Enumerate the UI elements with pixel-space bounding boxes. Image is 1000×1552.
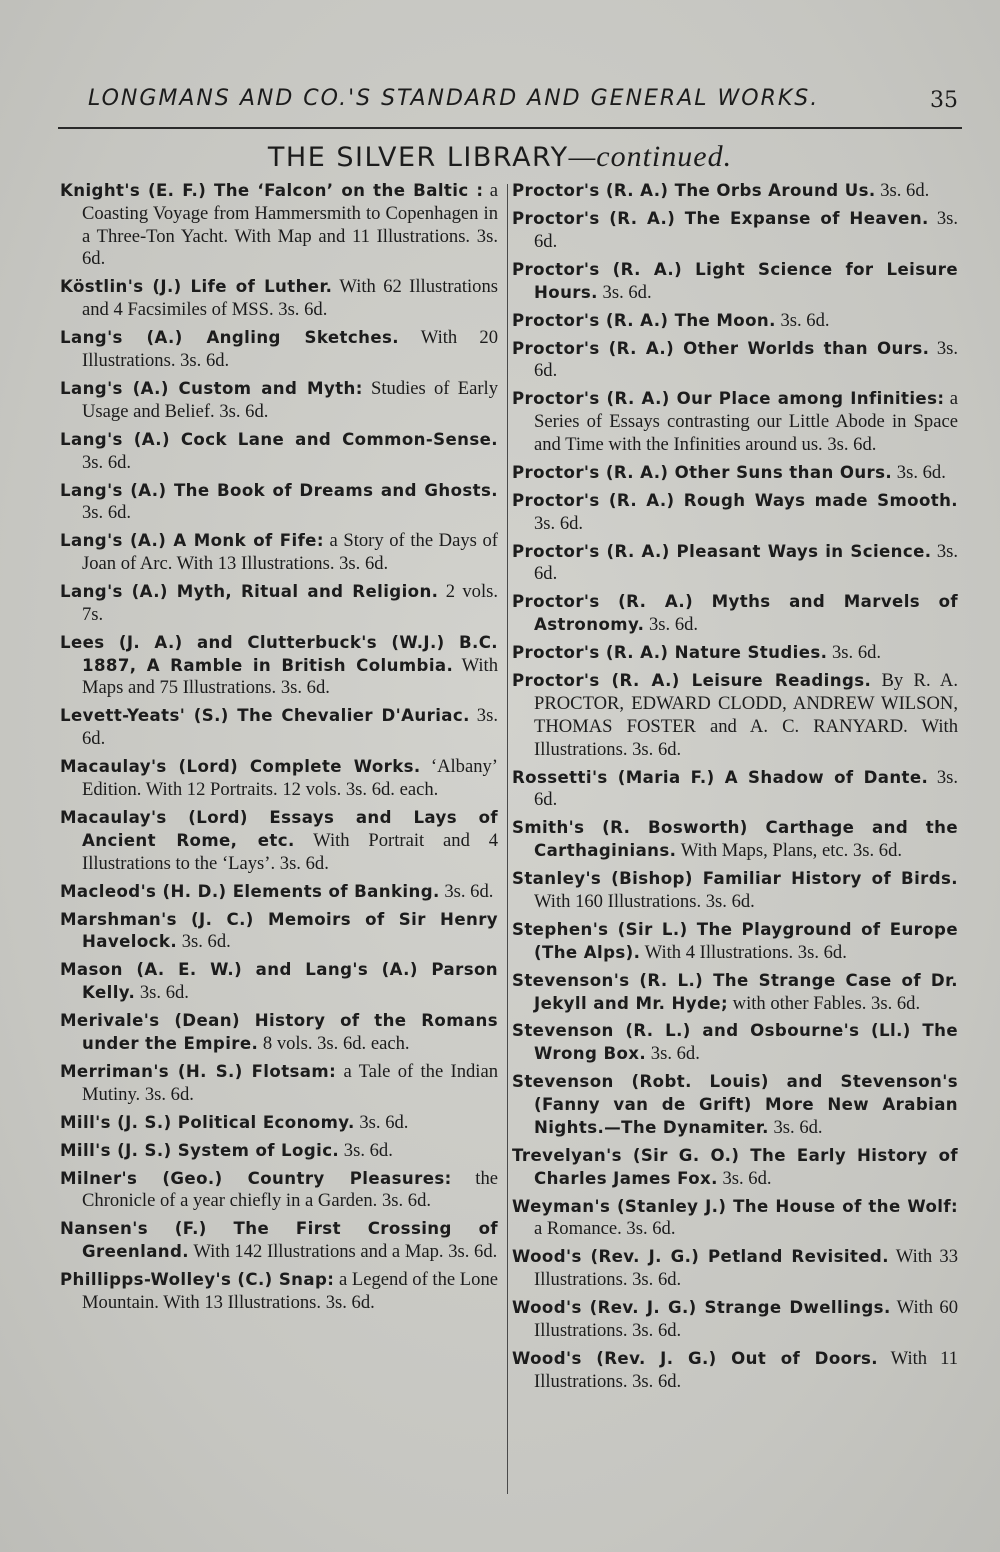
entry-head: Merriman's (H. S.) Flotsam:	[60, 1061, 337, 1081]
catalogue-entry	[512, 1246, 958, 1292]
entry-text: 3s. 6d.	[896, 461, 946, 483]
catalogue-entry	[60, 429, 498, 475]
entry-text: a Coasting Voyage from Hammersmith to Copenhagen in a Three-Ton Yacht. With Map and 11 Illustrations. 3s. 6d.	[82, 180, 498, 270]
entry-head: Köstlin's (J.) Life of Luther.	[60, 277, 333, 297]
entry-text: 3s. 6d.	[534, 766, 958, 811]
entry-head: Macaulay's (Lord) Essays and Lays of Ancient Rome, etc.	[60, 807, 498, 850]
entry-head: Mason (A. E. W.) and Lang's (A.) Parson Kelly.	[60, 960, 498, 1003]
entry-text: 3s. 6d.	[343, 1139, 393, 1161]
catalogue-entry	[60, 378, 498, 424]
entry-text: With 160 Illustrations. 3s. 6d.	[534, 890, 755, 912]
catalogue-entry	[512, 208, 958, 254]
entry-head: Proctor's (R. A.) The Moon.	[512, 310, 776, 330]
header-rule	[58, 127, 962, 129]
entry-head: Rossetti's (Maria F.) A Shadow of Dante.	[512, 767, 929, 787]
entry-head: Stephen's (Sir L.) The Playground of Europe (The Alps).	[512, 919, 958, 962]
entry-head: Smith's (R. Bosworth) Carthage and the Carthaginians.	[512, 818, 958, 861]
entry-text: a Legend of the Lone Mountain. With 13 Illustrations. 3s. 6d.	[82, 1269, 498, 1313]
entry-text: 2 vols. 7s.	[82, 581, 499, 625]
catalogue-entry	[512, 180, 958, 203]
catalogue-entry	[512, 1348, 958, 1394]
entry-text: 3s. 6d.	[534, 337, 958, 382]
catalogue-entry	[512, 670, 958, 761]
entry-head: Proctor's (R. A.) Rough Ways made Smooth.	[512, 490, 958, 510]
entry-head: Nansen's (F.) The First Crossing of Greenland.	[60, 1219, 498, 1262]
catalogue-entry	[512, 1145, 958, 1191]
catalogue-entry	[512, 1196, 958, 1242]
entry-head: Stevenson (Robt. Louis) and Stevenson's (Fanny van de Grift) More New Arabian Nights.—The Dynamiter.	[512, 1072, 958, 1137]
entry-text: 3s. 6d.	[832, 642, 882, 664]
entry-text: 3s. 6d.	[534, 540, 958, 585]
catalogue-entry	[512, 868, 958, 914]
catalogue-entry	[512, 919, 958, 965]
catalogue-entry	[60, 756, 498, 802]
entry-text: With 33 Illustrations. 3s. 6d.	[534, 1246, 958, 1291]
entry-head: Lang's (A.) A Monk of Fife:	[60, 531, 324, 551]
entry-head: Proctor's (R. A.) Myths and Marvels of Astronomy.	[512, 592, 958, 635]
entry-text: With 62 Illustrations and 4 Facsimiles of MSS. 3s. 6d.	[82, 276, 498, 321]
entry-head: Wood's (Rev. J. G.) Out of Doors.	[512, 1348, 879, 1368]
entry-text: 3s. 6d.	[82, 451, 132, 473]
entry-head: Stevenson (R. L.) and Osbourne's (Ll.) The Wrong Box.	[512, 1021, 958, 1064]
catalogue-entry	[60, 480, 498, 526]
catalogue-entry	[60, 881, 498, 904]
catalogue-entry	[60, 1112, 498, 1135]
catalogue-entry	[60, 705, 498, 751]
catalogue-entry	[512, 642, 958, 665]
column-divider	[507, 184, 508, 1494]
entry-head: Proctor's (R. A.) Light Science for Leisure Hours.	[512, 259, 958, 302]
entry-head: Marshman's (J. C.) Memoirs of Sir Henry Havelock.	[60, 909, 498, 952]
entry-head: Lees (J. A.) and Clutterbuck's (W.J.) B.C. 1887, A Ramble in British Columbia.	[60, 632, 498, 675]
catalogue-entry	[512, 1071, 958, 1139]
entry-head: Proctor's (R. A.) The Expanse of Heaven.	[512, 208, 929, 228]
right-column	[512, 180, 958, 1399]
entry-text: 8 vols. 3s. 6d. each.	[262, 1032, 410, 1054]
entry-head: Weyman's (Stanley J.) The House of the Wolf:	[512, 1196, 958, 1216]
catalogue-entry	[60, 180, 498, 271]
entry-head: Mill's (J. S.) System of Logic.	[60, 1140, 340, 1160]
entry-head: Merivale's (Dean) History of the Romans under the Empire.	[60, 1011, 498, 1053]
entry-head: Lang's (A.) Angling Sketches.	[60, 328, 399, 348]
entry-head: Stevenson's (R. L.) The Strange Case of Dr. Jekyll and Mr. Hyde;	[512, 970, 958, 1013]
entry-text: a Tale of the Indian Mutiny. 3s. 6d.	[82, 1060, 499, 1105]
entry-text: By R. A. PROCTOR, EDWARD CLODD, ANDREW WILSON, THOMAS FOSTER and A. C. RANYARD. With Illustrations. 3s. 6d.	[534, 670, 958, 760]
catalogue-entry	[512, 817, 958, 863]
entry-head: Lang's (A.) The Book of Dreams and Ghosts.	[60, 480, 498, 500]
entry-head: Proctor's (R. A.) Leisure Readings.	[512, 671, 872, 691]
catalogue-entry	[60, 1168, 498, 1214]
catalogue-entry	[512, 970, 958, 1016]
entry-text: the Chronicle of a year chiefly in a Garden. 3s. 6d.	[82, 1167, 498, 1212]
catalogue-entry	[60, 1218, 498, 1264]
catalogue-entry	[60, 632, 498, 700]
catalogue-entry	[512, 541, 958, 587]
entry-text: 3s. 6d.	[82, 502, 132, 524]
catalogue-entry	[60, 1010, 498, 1056]
catalogue-entry	[60, 959, 498, 1005]
entry-head: Levett-Yeats' (S.) The Chevalier D'Auriac.	[60, 706, 470, 726]
entry-head: Mill's (J. S.) Political Economy.	[60, 1112, 355, 1132]
catalogue-entry	[512, 310, 958, 333]
entry-text: 3s. 6d.	[649, 614, 699, 636]
entry-head: Macaulay's (Lord) Complete Works.	[60, 757, 421, 777]
entry-head: Lang's (A.) Custom and Myth:	[60, 378, 363, 398]
page-number: 35	[930, 88, 958, 113]
entry-head: Proctor's (R. A.) Our Place among Infinities:	[512, 389, 945, 409]
entry-text: With Portrait and 4 Illustrations to the ‘Lays’. 3s. 6d.	[82, 829, 498, 874]
catalogue-entry	[60, 276, 498, 322]
catalogue-entry	[512, 259, 958, 305]
entry-head: Proctor's (R. A.) Pleasant Ways in Science.	[512, 541, 932, 561]
catalogue-entry	[60, 1061, 498, 1107]
catalogue-entry	[60, 807, 498, 875]
catalogue-entry	[60, 1140, 498, 1163]
section-title-main: THE SILVER LIBRARY	[267, 142, 569, 173]
entry-text: With 142 Illustrations and a Map. 3s. 6d.	[193, 1241, 498, 1263]
entry-text: 3s. 6d.	[82, 705, 498, 750]
entry-head: Phillipps-Wolley's (C.) Snap:	[60, 1270, 335, 1290]
entry-text: ‘Albany’ Edition. With 12 Portraits. 12 vols. 3s. 6d. each.	[82, 756, 498, 800]
entry-head: Stanley's (Bishop) Familiar History of Birds.	[512, 869, 958, 889]
entry-text: 3s. 6d.	[359, 1111, 409, 1133]
entry-text: With 11 Illustrations. 3s. 6d.	[534, 1347, 958, 1392]
entry-text: With Maps and 75 Illustrations. 3s. 6d.	[82, 654, 498, 699]
entry-head: Proctor's (R. A.) Nature Studies.	[512, 643, 828, 663]
entry-head: Proctor's (R. A.) Other Suns than Ours.	[512, 462, 893, 482]
entry-text: 3s. 6d.	[534, 512, 584, 534]
entry-head: Knight's (E. F.) The ‘Falcon’ on the Baltic :	[60, 181, 484, 200]
entry-head: Macleod's (H. D.) Elements of Banking.	[60, 881, 440, 901]
catalogue-entry	[60, 327, 498, 373]
entry-text: 3s. 6d.	[534, 207, 958, 252]
entry-head: Wood's (Rev. J. G.) Petland Revisited.	[512, 1247, 889, 1267]
entry-text: a Series of Essays contrasting our Little Abode in Space and Time with the Infinities around us. 3s. 6d.	[534, 388, 958, 455]
left-column	[60, 180, 498, 1320]
running-head-title: LONGMANS AND CO.'S STANDARD AND GENERAL WORKS.	[88, 86, 820, 111]
entry-text: 3s. 6d.	[139, 982, 189, 1004]
section-title	[0, 140, 1000, 174]
entry-text: Studies of Early Usage and Belief. 3s. 6d.	[82, 377, 498, 422]
entry-text: With 60 Illustrations. 3s. 6d.	[534, 1297, 958, 1341]
entry-text: a Story of the Days of Joan of Arc. With 13 Illustrations. 3s. 6d.	[82, 530, 498, 575]
entry-head: Proctor's (R. A.) The Orbs Around Us.	[512, 181, 876, 200]
entry-text: 3s. 6d.	[444, 880, 494, 902]
section-title-continued: —continued.	[568, 140, 733, 173]
running-head	[88, 86, 972, 120]
entry-text: With Maps, Plans, etc. 3s. 6d.	[680, 840, 903, 862]
catalogue-entry	[512, 1020, 958, 1066]
entry-head: Trevelyan's (Sir G. O.) The Early History of Charles James Fox.	[512, 1145, 958, 1188]
catalogue-entry	[512, 338, 958, 384]
catalogue-entry	[60, 909, 498, 955]
catalogue-entry	[60, 530, 498, 576]
entry-text: With 20 Illustrations. 3s. 6d.	[82, 327, 498, 371]
entry-text: with other Fables. 3s. 6d.	[732, 992, 921, 1014]
entry-text: With 4 Illustrations. 3s. 6d.	[644, 941, 847, 963]
entry-text: 3s. 6d.	[773, 1116, 823, 1138]
catalogue-entry	[512, 767, 958, 813]
entry-text: 3s. 6d.	[880, 180, 930, 201]
catalogue-entry	[512, 388, 958, 456]
entry-text: a Romance. 3s. 6d.	[534, 1218, 676, 1240]
entry-head: Wood's (Rev. J. G.) Strange Dwellings.	[512, 1298, 891, 1318]
entry-text: 3s. 6d.	[780, 309, 830, 331]
catalogue-entry	[512, 591, 958, 637]
catalogue-entry	[512, 462, 958, 485]
entry-text: 3s. 6d.	[181, 931, 231, 953]
entry-head: Lang's (A.) Cock Lane and Common-Sense.	[60, 429, 498, 449]
catalogue-entry	[60, 1269, 498, 1315]
entry-head: Lang's (A.) Myth, Ritual and Religion.	[60, 582, 439, 602]
catalogue-entry	[512, 1297, 958, 1343]
entry-head: Proctor's (R. A.) Other Worlds than Ours.	[512, 338, 930, 358]
catalogue-entry	[512, 490, 958, 536]
entry-head: Milner's (Geo.) Country Pleasures:	[60, 1168, 452, 1188]
entry-text: 3s. 6d.	[602, 281, 652, 303]
catalogue-entry	[60, 581, 498, 627]
entry-text: 3s. 6d.	[722, 1167, 772, 1189]
entry-text: 3s. 6d.	[650, 1043, 700, 1065]
